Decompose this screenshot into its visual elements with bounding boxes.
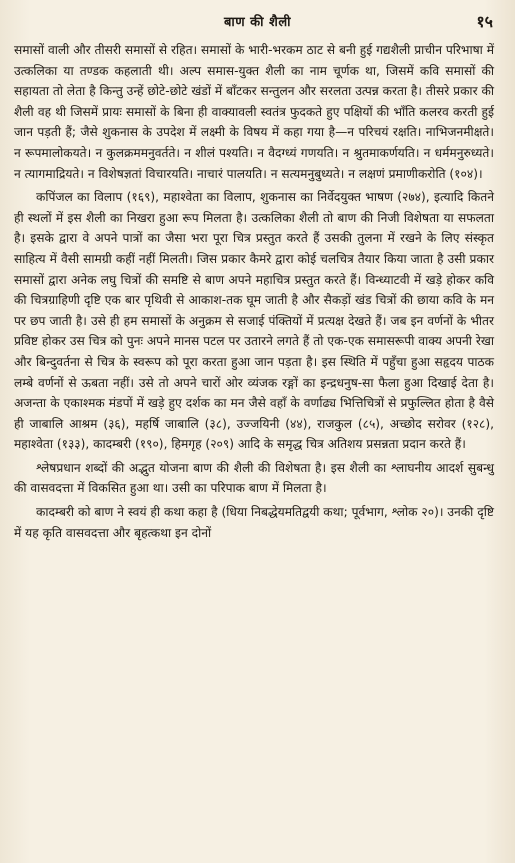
body-text <box>14 40 494 546</box>
page-number: १५ <box>476 12 493 31</box>
paragraph: कादम्बरी को बाण ने स्वयं ही कथा कहा है (धिया निबद्धेयमतिद्वयी कथा; पूर्वभाग, श्लोक २०)। उनकी दृष्टि में यह कृति वासवदत्ता और बृहत्कथा इन दोनों <box>14 505 494 540</box>
paragraph: श्लेषप्रधान शब्दों की अद्भुत योजना बाण की शैली की विशेषता है। इस शैली का श्लाघनीय आदर्श सुबन्धु की वासवदत्ता में विकसित हुआ था। उसी का परिपाक बाण में मिलता है। <box>14 460 494 496</box>
paragraph: समासों वाली और तीसरी समासों से रहित। समासों के भारी-भरकम ठाट से बनी हुई गद्यशैली प्राचीन परिभाषा में उत्कलिका या तण्डक कहलाती थी। अल्प समास-युक्त शैली का नाम चूर्णक था, जिसमें कवि समासों की सहायता तो लेता है किन्तु उन्हें छोटे-छोटे खंडों में बाँटकर सन्तुलन और सरलता उत्पन्न करता है। तीसरे प्रकार की शैली वह थी जिसमें प्रायः समासों के बिना ही वाक्यावली स्वतंत्र फुदकते हुए पक्षियों की भाँति कलरव करती हुई जान पड़ती हैं; जैसे शुकनास के उपदेश में लक्ष्मी के विषय में कहा गया है—न परिचयं रक्षति। नाभिजनमीक्षते। न रूपमालोकयते। न कुलक्रममनुवर्तते। न शीलं पश्यति। न वैदग्ध्यं गणयति। न श्रुतमाकर्णयति। न धर्ममनुरुध्यते। न त्यागमाद्रियते। न विशेषज्ञतां विचारयति। नाचारं पालयति। न सत्यमनुबुध्यते। न लक्षणं प्रमाणीकरोति (१०४)। <box>14 43 494 181</box>
running-head: बाण की शैली <box>223 15 292 30</box>
paragraph: कपिंजल का विलाप (१६९), महाश्वेता का विलाप, शुकनास का निर्वेदयुक्त भाषण (२७४), इत्यादि कितने ही स्थलों में इस शैली का निखरा हुआ रूप मिलता है। उत्कलिका शैली तो बाण की निजी विशेषता या सफलता है। इसके द्वारा वे अपने पात्रों का जैसा भरा पूरा चित्र प्रस्तुत करते हैं उसकी तुलना में रखने के लिए संस्कृत साहित्य में वैसी सामग्री कहीं नहीं मिलती। जिस प्रकार कैमरे द्वारा कोई चलचित्र तैयार किया जाता है उसी प्रकार समासों द्वारा अनेक लघु चित्रों की समष्टि से बाण अपने महाचित्र प्रस्तुत करते हैं। विन्ध्याटवी में खड़े होकर कवि की चित्रग्राहिणी दृष्टि एक बार पृथिवी से आकाश-तक घूम जाती है और सैकड़ों खंड चित्रों की छाया कवि के मन पर छप जाती है। उसे ही हम समासों के अनुक्रम से सजाई पंक्तियों में प्रत्यक्ष देखते हैं। जब इन वर्णनों के भीतर प्रविष्ट होकर उस चित्र को पुनः अपने मानस पटल पर उतारने लगते हैं तो एक-एक समासरूपी वाक्य अपनी रेखा और बिन्दुवर्तना से चित्र के स्वरूप को पूरा करता हुआ जान पड़ता है। इस स्थिति में पहुँचा हुआ सहृदय पाठक लम्बे वर्णनों से ऊबता नहीं। उसे तो अपने चारों ओर व्यंजक रङ्गों का इन्द्रधनुष-सा फैला हुआ दिखाई देता है। अजन्ता के एकाश्मक मंडपों में खड़े हुए दर्शक का मन जैसे वहाँ के वर्णाढ्य भित्तिचित्रों से प्रफुल्लित होता है वैसे ही जाबालि आश्रम (३६), महर्षि जाबालि (३८), उज्जयिनी (४४), राजकुल (८५), अच्छोद सरोवर (१२८), महाश्वेता (१३३), कादम्बरी (१९०), हिमगृह (२०९) आदि के समृद्ध चित्र अतिशय प्रसन्नता प्रदान करते हैं। <box>14 190 494 452</box>
